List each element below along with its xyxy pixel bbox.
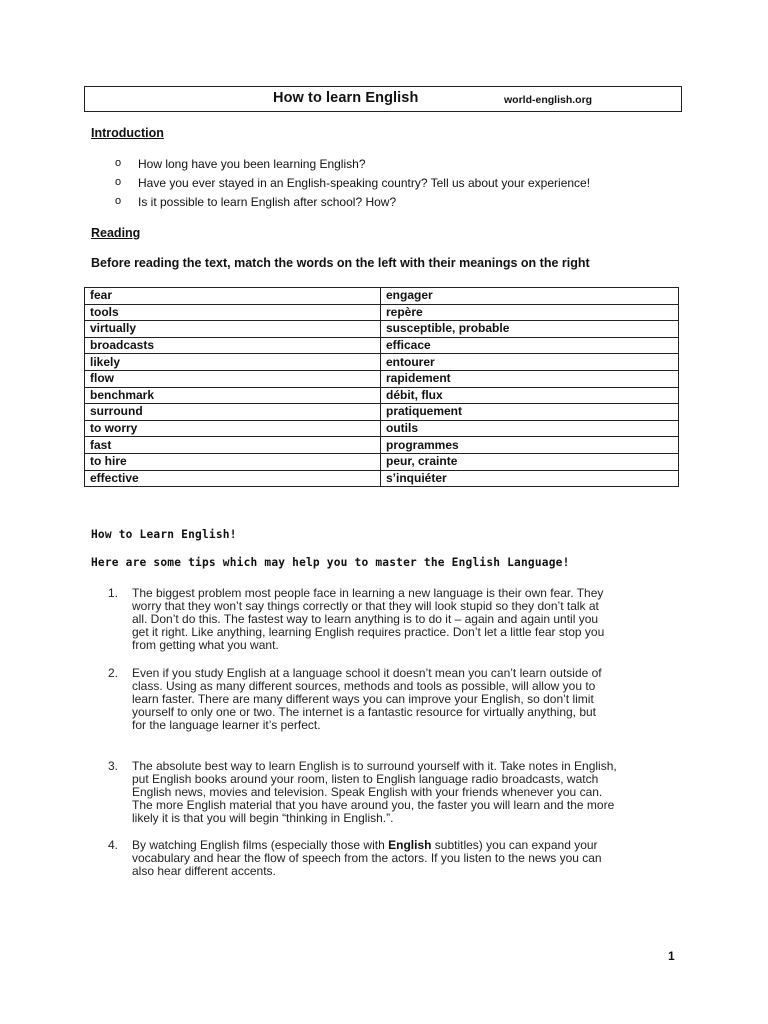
question-text: How long have you been learning English? [138, 157, 366, 171]
tip-line: The more English material that you have around you, the faster you will learn and the more [132, 798, 615, 812]
tip-number: 4. [108, 838, 119, 852]
emphasized-word: English [388, 838, 432, 852]
tip-line: also hear different accents. [132, 864, 276, 878]
table-row [85, 354, 679, 371]
tip-line: put English books around your room, listen to English language radio broadcasts, watch [132, 772, 599, 786]
tip-text: subtitles) you can expand your [431, 838, 598, 852]
list-item [115, 176, 675, 195]
tip-line: from getting what you want. [132, 638, 279, 652]
bullet-marker: o [115, 176, 122, 188]
tip-line: Even if you study English at a language school it doesn’t mean you can’t learn outside of [132, 666, 602, 680]
question-text: Is it possible to learn English after school? How? [138, 195, 397, 209]
vocab-word: likely [85, 354, 381, 371]
table-row [85, 453, 679, 470]
list-item [115, 157, 675, 176]
tip-line: worry that they won’t say things correctly or that they will look stupid so they don’t talk at [132, 599, 599, 613]
tip-line: for the language learner it’s perfect. [132, 718, 321, 732]
vocabulary-table [84, 287, 679, 487]
vocab-word: effective [85, 470, 381, 487]
question-text: Have you ever stayed in an English-speaking country? Tell us about your experience! [138, 176, 591, 190]
document-title: How to learn English [273, 90, 419, 106]
tip-line: vocabulary and hear the flow of speech from the actors. If you listen to the news you can [132, 851, 602, 865]
table-row [85, 404, 679, 421]
vocab-meaning: s’inquiéter [381, 470, 679, 487]
vocab-meaning: susceptible, probable [381, 321, 679, 338]
vocab-meaning: pratiquement [381, 404, 679, 421]
table-row [85, 470, 679, 487]
bullet-marker: o [115, 157, 122, 169]
vocab-word: broadcasts [85, 337, 381, 354]
table-row [85, 304, 679, 321]
tip-line: The biggest problem most people face in learning a new language is their own fear. They [132, 586, 604, 600]
vocab-meaning: programmes [381, 437, 679, 454]
source-website: world-english.org [504, 94, 593, 106]
tip-number: 3. [108, 759, 119, 773]
table-row [85, 337, 679, 354]
table-row [85, 437, 679, 454]
table-row [85, 387, 679, 404]
vocab-word: fast [85, 437, 381, 454]
article-subtitle: Here are some tips which may help you to master the English Language! [91, 556, 570, 569]
tip-number: 1. [108, 586, 119, 600]
tip-text: By watching English films (especially those with [132, 838, 389, 852]
vocab-word: benchmark [85, 387, 381, 404]
vocab-meaning: repère [381, 304, 679, 321]
table-row [85, 420, 679, 437]
vocab-word: fear [85, 288, 381, 305]
tip-body [132, 839, 680, 878]
tip-line: yourself to only one or two. The internet is a fantastic resource for virtually anything, but [132, 705, 597, 719]
table-row [85, 370, 679, 387]
tip-line: get it right. Like anything, learning English requires practice. Don’t let a little fear stop you [132, 625, 605, 639]
introduction-questions [115, 157, 675, 214]
tip-line: The absolute best way to learn English is to surround yourself with it. Take notes in English, [132, 759, 617, 773]
list-item [115, 195, 675, 214]
introduction-heading: Introduction [91, 126, 164, 140]
vocab-meaning: engager [381, 288, 679, 305]
vocab-meaning: entourer [381, 354, 679, 371]
page-number: 1 [668, 949, 675, 963]
tip-line: learn faster. There are many different ways you can improve your English, so don’t limit [132, 692, 594, 706]
vocab-meaning: débit, flux [381, 387, 679, 404]
vocab-word: flow [85, 370, 381, 387]
vocab-meaning: outils [381, 420, 679, 437]
vocab-word: virtually [85, 321, 381, 338]
article-title: How to Learn English! [91, 528, 237, 541]
tip-number: 2. [108, 666, 119, 680]
vocab-meaning: efficace [381, 337, 679, 354]
title-box [84, 86, 682, 112]
tip-line: all. Don’t do this. The fastest way to learn anything is to do it – again and again until you [132, 612, 599, 626]
bullet-marker: o [115, 195, 122, 207]
table-row [85, 321, 679, 338]
tip-line: class. Using as many different sources, methods and tools as possible, will allow you to [132, 679, 596, 693]
tip-body [132, 760, 680, 825]
vocab-meaning: rapidement [381, 370, 679, 387]
tip-body [132, 667, 680, 732]
tip-line: likely it is that you will begin “thinking in English.”. [132, 811, 394, 825]
vocab-meaning: peur, crainte [381, 453, 679, 470]
reading-heading: Reading [91, 226, 141, 240]
table-row [85, 288, 679, 305]
vocab-word: tools [85, 304, 381, 321]
vocab-word: to worry [85, 420, 381, 437]
matching-instruction: Before reading the text, match the words on the left with their meanings on the right [91, 256, 590, 270]
vocab-word: to hire [85, 453, 381, 470]
tip-line: English news, movies and television. Speak English with your friends whenever you can. [132, 785, 603, 799]
vocab-word: surround [85, 404, 381, 421]
tip-body [132, 587, 680, 652]
